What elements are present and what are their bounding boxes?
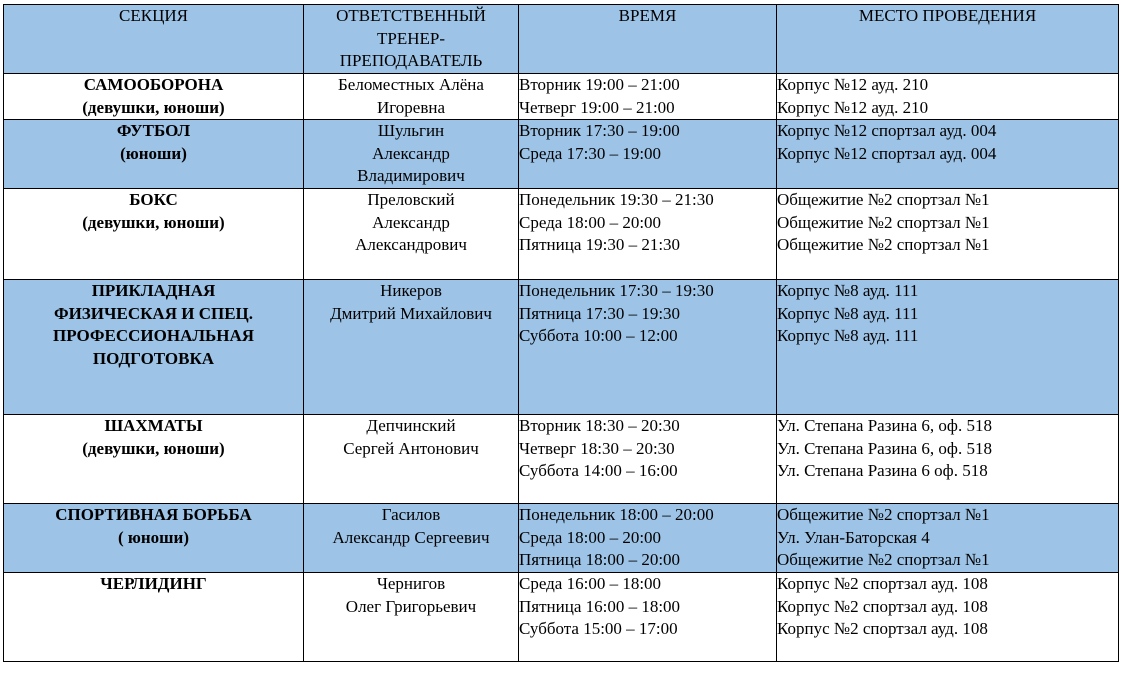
place-cell: Общежитие №2 спортзал №1 Ул. Улан-Баторская 4 Общежитие №2 спортзал №1 [777,503,1119,572]
table-header-row [4,5,1119,74]
time-cell: Вторник 18:30 – 20:30 Четверг 18:30 – 20:30 Суббота 14:00 – 16:00 [519,414,777,503]
place-cell: Корпус №8 ауд. 111 Корпус №8 ауд. 111 Корпус №8 ауд. 111 [777,279,1119,414]
table-row [4,572,1119,661]
table-row [4,414,1119,503]
trainer-cell: Никеров Дмитрий Михайлович [304,279,519,414]
table-row [4,503,1119,572]
section-cell: СПОРТИВНАЯ БОРЬБА ( юноши) [4,503,304,572]
section-cell: ШАХМАТЫ (девушки, юноши) [4,414,304,503]
place-cell: Ул. Степана Разина 6, оф. 518 Ул. Степана Разина 6, оф. 518 Ул. Степана Разина 6 оф. 518 [777,414,1119,503]
table-row [4,120,1119,189]
trainer-cell: Депчинский Сергей Антонович [304,414,519,503]
place-cell: Корпус №2 спортзал ауд. 108 Корпус №2 спортзал ауд. 108 Корпус №2 спортзал ауд. 108 [777,572,1119,661]
trainer-cell: Чернигов Олег Григорьевич [304,572,519,661]
time-cell: Вторник 19:00 – 21:00 Четверг 19:00 – 21:00 [519,74,777,120]
section-cell: БОКС (девушки, юноши) [4,188,304,279]
header-place: МЕСТО ПРОВЕДЕНИЯ [777,5,1119,74]
place-cell: Корпус №12 спортзал ауд. 004 Корпус №12 спортзал ауд. 004 [777,120,1119,189]
schedule-table [3,4,1119,662]
table-row [4,279,1119,414]
time-cell: Понедельник 17:30 – 19:30 Пятница 17:30 – 19:30 Суббота 10:00 – 12:00 [519,279,777,414]
section-cell: ПРИКЛАДНАЯ ФИЗИЧЕСКАЯ И СПЕЦ. ПРОФЕССИОНАЛЬНАЯ ПОДГОТОВКА [4,279,304,414]
time-cell: Среда 16:00 – 18:00 Пятница 16:00 – 18:00 Суббота 15:00 – 17:00 [519,572,777,661]
section-cell: ЧЕРЛИДИНГ [4,572,304,661]
table-row [4,188,1119,279]
trainer-cell: Преловский Александр Александрович [304,188,519,279]
trainer-cell: Гасилов Александр Сергеевич [304,503,519,572]
section-cell: ФУТБОЛ (юноши) [4,120,304,189]
place-cell: Общежитие №2 спортзал №1 Общежитие №2 спортзал №1 Общежитие №2 спортзал №1 [777,188,1119,279]
header-trainer: ОТВЕТСТВЕННЫЙ ТРЕНЕР- ПРЕПОДАВАТЕЛЬ [304,5,519,74]
trainer-cell: Беломестных Алёна Игоревна [304,74,519,120]
table-row [4,74,1119,120]
time-cell: Понедельник 19:30 – 21:30 Среда 18:00 – 20:00 Пятница 19:30 – 21:30 [519,188,777,279]
trainer-cell: Шульгин Александр Владимирович [304,120,519,189]
header-time: ВРЕМЯ [519,5,777,74]
time-cell: Вторник 17:30 – 19:00 Среда 17:30 – 19:00 [519,120,777,189]
header-section: СЕКЦИЯ [4,5,304,74]
section-cell: САМООБОРОНА (девушки, юноши) [4,74,304,120]
place-cell: Корпус №12 ауд. 210 Корпус №12 ауд. 210 [777,74,1119,120]
time-cell: Понедельник 18:00 – 20:00 Среда 18:00 – 20:00 Пятница 18:00 – 20:00 [519,503,777,572]
